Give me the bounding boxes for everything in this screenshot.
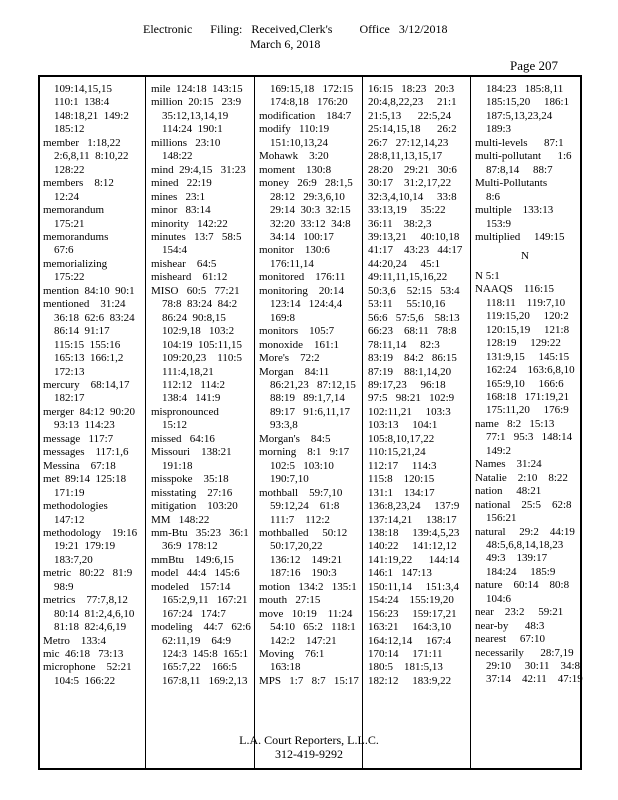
index-line: 180:5 181:5,13 <box>368 661 443 674</box>
index-line: 128:19 129:22 <box>486 337 561 350</box>
index-line: N 5:1 <box>475 269 500 282</box>
index-line: 115:15 155:16 <box>54 338 121 351</box>
index-line: near-by 48:3 <box>475 619 545 632</box>
index-line: 136:8,23,24 137:9 <box>368 500 460 513</box>
index-line: name 8:2 15:13 <box>475 417 555 430</box>
index-line: 112:12 114:2 <box>162 378 226 391</box>
index-line: 164:12,14 167:4 <box>368 634 452 647</box>
index-line: 102:11,21 103:3 <box>368 405 451 418</box>
index-line: 123:14 124:4,4 <box>270 298 343 311</box>
index-line: 190:7,10 <box>270 473 309 486</box>
index-line: mothballed 50:12 <box>259 526 348 539</box>
index-line: Moving 76:1 <box>259 648 325 661</box>
index-line: mines 23:1 <box>151 190 206 203</box>
index-line: multiplied 149:15 <box>475 230 565 243</box>
index-line: modification 184:7 <box>259 109 352 122</box>
index-line: nature 60:14 80:8 <box>475 579 570 592</box>
index-line: 109:20,23 110:5 <box>162 352 242 365</box>
index-line: monitored 176:11 <box>259 271 346 284</box>
index-line: 54:10 65:2 118:1 <box>270 621 356 634</box>
column-divider <box>470 77 471 768</box>
index-line: MPS 1:7 8:7 15:17 <box>259 674 359 687</box>
index-line: 136:12 149:21 <box>270 553 343 566</box>
index-line: 36:18 62:6 83:24 <box>54 311 135 324</box>
index-line: memorializing <box>43 257 108 270</box>
index-line: mile 124:18 143:15 <box>151 83 243 95</box>
index-line: 138:4 141:9 <box>162 392 221 405</box>
index-column-1 <box>43 83 143 688</box>
index-line: missed 64:16 <box>151 432 215 445</box>
index-line: monitor 130:6 <box>259 244 330 257</box>
index-line: mishear 64:5 <box>151 257 217 270</box>
index-line: 153:9 <box>486 217 512 230</box>
index-line: 187:16 190:3 <box>270 567 337 580</box>
index-line: 21:5,13 22:5,24 <box>368 109 452 122</box>
index-line: nation 48:21 <box>475 485 542 498</box>
index-line: 109:14,15,15 <box>54 83 113 95</box>
index-line: 124:3 145:8 165:1 <box>162 648 249 661</box>
index-line: mention 84:10 90:1 <box>43 284 135 297</box>
index-line: 2:6,8,11 8:10,22 <box>54 150 129 163</box>
index-line: 20:4,8,22,23 21:1 <box>368 96 457 109</box>
index-line: 28:20 29:21 30:6 <box>368 163 457 176</box>
index-line: mitigation 103:20 <box>151 500 238 513</box>
column-divider <box>362 77 363 768</box>
index-line: 128:22 <box>54 163 85 176</box>
index-line: MISO 60:5 77:21 <box>151 284 240 297</box>
index-line: 154:4 <box>162 244 188 257</box>
index-line: Missouri 138:21 <box>151 446 232 459</box>
index-line: 182:17 <box>54 392 85 405</box>
index-line: 142:2 147:21 <box>270 634 337 647</box>
index-line: 185:15,20 186:1 <box>486 96 570 109</box>
index-line: members 8:12 <box>43 177 114 190</box>
index-line: 176:11,14 <box>270 257 314 270</box>
column-divider <box>254 77 255 768</box>
index-line: monitoring 20:14 <box>259 284 344 297</box>
reporter-phone: 312-419-9292 <box>275 747 343 761</box>
index-line: 167:8,11 169:2,13 <box>162 674 248 687</box>
index-line: multiple 133:13 <box>475 204 554 217</box>
index-line: 146:1 147:13 <box>368 567 432 580</box>
reporter-name: L.A. Court Reporters, L.L.C. <box>239 733 379 747</box>
index-line: 66:23 68:11 78:8 <box>368 325 457 338</box>
index-line: microphone 52:21 <box>43 661 132 674</box>
index-line: 29:14 30:3 32:15 <box>270 204 351 217</box>
index-line: multi-levels 87:1 <box>475 136 564 149</box>
index-line: modify 110:19 <box>259 123 330 136</box>
index-line: 26:7 27:12,14,23 <box>368 136 449 149</box>
index-line: 41:17 43:23 44:17 <box>368 244 463 257</box>
index-line: 104:19 105:11,15 <box>162 338 242 351</box>
index-line: mm-Btu 35:23 36:1 <box>151 526 249 539</box>
index-line: 189:3 <box>486 123 512 136</box>
index-line: mmBtu 149:6,15 <box>151 553 234 566</box>
index-line: memorandums <box>43 230 109 243</box>
index-line: 115:8 120:15 <box>368 473 435 486</box>
index-line: move 10:19 11:24 <box>259 607 353 620</box>
index-line: money 26:9 28:1,5 <box>259 177 353 190</box>
index-line: 140:22 141:12,12 <box>368 540 457 553</box>
index-line: 150:11,14 151:3,4 <box>368 580 459 593</box>
index-line: 56:6 57:5,6 58:13 <box>368 311 460 324</box>
index-line: minutes 13:7 58:5 <box>151 230 242 243</box>
index-line: 175:11,20 176:9 <box>486 404 569 417</box>
index-line: merger 84:12 90:20 <box>43 405 136 418</box>
index-line: 87:19 88:1,14,20 <box>368 365 452 378</box>
index-line: 103:13 104:1 <box>368 419 438 432</box>
index-line: 110:1 138:4 <box>54 96 110 109</box>
index-line: 33:13,19 35:22 <box>368 204 446 217</box>
index-line: 174:8,18 176:20 <box>270 96 348 109</box>
index-line: Morgan 84:11 <box>259 365 330 378</box>
index-line: monoxide 161:1 <box>259 338 340 351</box>
index-line: 62:11,19 64:9 <box>162 634 231 647</box>
column-divider <box>145 77 146 768</box>
index-line: moment 130:8 <box>259 163 332 176</box>
index-line: 191:18 <box>162 459 193 472</box>
page-number: Page 207 <box>509 58 558 73</box>
index-line: 175:21 <box>54 217 85 230</box>
index-line: nearest 67:10 <box>475 633 545 646</box>
index-line: 78:8 83:24 84:2 <box>162 298 238 311</box>
index-column-3 <box>259 83 359 688</box>
index-line: mined 22:19 <box>151 177 212 190</box>
index-line: 44:20,24 45:1 <box>368 257 441 270</box>
index-line: 183:7,20 <box>54 553 93 566</box>
index-line: 86:14 91:17 <box>54 325 110 338</box>
index-line: 89:17,23 96:18 <box>368 378 446 391</box>
index-line: 151:10,13,24 <box>270 136 329 149</box>
index-line: 169:8 <box>270 311 296 324</box>
index-line: minor 83:14 <box>151 204 211 217</box>
index-line: 53:11 55:10,16 <box>368 298 446 311</box>
index-line: 19:21 179:19 <box>54 540 116 553</box>
index-line: mind 29:4,15 31:23 <box>151 163 246 176</box>
index-line: mentioned 31:24 <box>43 298 126 311</box>
index-line: Morgan's 84:5 <box>259 432 331 445</box>
index-line: 154:24 155:19,20 <box>368 594 454 607</box>
index-line: near 23:2 59:21 <box>475 606 564 619</box>
index-line: 165:2,9,11 167:21 <box>162 594 248 607</box>
index-line: Multi-Pollutants <box>475 177 548 190</box>
index-column-2 <box>151 83 251 688</box>
index-line: met 89:14 125:18 <box>43 473 127 486</box>
index-line: 28:12 29:3,6,10 <box>270 190 345 203</box>
index-line: 170:14 171:11 <box>368 648 443 661</box>
index-line: 137:14,21 138:17 <box>368 513 457 526</box>
index-line: 34:14 100:17 <box>270 230 334 243</box>
index-line: 163:18 <box>270 661 301 674</box>
index-line: methodologies <box>43 500 108 513</box>
index-line: 32:3,4,10,14 33:8 <box>368 190 457 203</box>
section-letter: N <box>521 250 529 263</box>
index-line: memorandum <box>43 204 105 217</box>
index-line: 114:24 190:1 <box>162 123 223 136</box>
index-line: Metro 133:4 <box>43 634 106 647</box>
index-line: 118:11 119:7,10 <box>486 296 566 309</box>
index-line: 16:15 18:23 20:3 <box>368 83 455 95</box>
index-line: 89:17 91:6,11,17 <box>270 405 350 418</box>
index-line: Names 31:24 <box>475 458 542 471</box>
index-line: messages 117:1,6 <box>43 446 129 459</box>
index-line: mothball 59:7,10 <box>259 486 343 499</box>
index-line: 169:15,18 172:15 <box>270 83 354 95</box>
index-line: monitors 105:7 <box>259 325 335 338</box>
index-line: minority 142:22 <box>151 217 228 230</box>
index-line: 175:22 <box>54 271 85 284</box>
index-line: 15:12 <box>162 419 188 432</box>
index-line: 104:5 166:22 <box>54 674 116 687</box>
index-line: mispronounced <box>151 405 219 418</box>
index-line: 182:12 183:9,22 <box>368 674 452 687</box>
index-line: 141:19,22 144:14 <box>368 553 460 566</box>
index-line: 29:10 30:11 34:8 <box>486 660 581 673</box>
index-line: modeling 44:7 62:6 <box>151 621 251 634</box>
index-line: 168:18 171:19,21 <box>486 390 570 403</box>
index-line: 93:13 114:23 <box>54 419 115 432</box>
index-line: member 1:18,22 <box>43 136 121 149</box>
index-line: 163:21 164:3,10 <box>368 621 452 634</box>
index-line: 37:14 42:11 47:19 <box>486 673 583 686</box>
index-line: 111:7 112:2 <box>270 513 330 526</box>
index-line: multi-pollutant 1:6 <box>475 150 572 163</box>
index-line: 77:1 95:3 148:14 <box>486 431 573 444</box>
index-line: national 25:5 62:8 <box>475 498 572 511</box>
index-line: 49:3 139:17 <box>486 552 548 565</box>
index-line: 50:17,20,22 <box>270 540 323 553</box>
index-line: 102:9,18 103:2 <box>162 325 235 338</box>
index-line: 50:3,6 52:15 53:4 <box>368 284 460 297</box>
index-line: 120:15,19 121:8 <box>486 323 570 336</box>
index-line: 165:7,22 166:5 <box>162 661 237 674</box>
index-line: 78:11,14 82:3 <box>368 338 440 351</box>
index-line: 165:9,10 166:6 <box>486 377 564 390</box>
index-line: 105:8,10,17,22 <box>368 432 435 445</box>
index-line: million 20:15 23:9 <box>151 96 242 109</box>
index-line: Messina 67:18 <box>43 459 116 472</box>
index-line: 184:23 185:8,11 <box>486 83 564 95</box>
index-line: More's 72:2 <box>259 352 320 365</box>
index-line: Natalie 2:10 8:22 <box>475 471 568 484</box>
index-line: modeled 157:14 <box>151 580 231 593</box>
filing-date: March 6, 2018 <box>250 37 321 51</box>
index-line: 149:2 <box>486 444 512 457</box>
index-line: 98:9 <box>54 580 74 593</box>
index-line: model 44:4 145:6 <box>151 567 240 580</box>
index-line: message 117:7 <box>43 432 114 445</box>
page-footer <box>0 733 618 761</box>
index-line: misstating 27:16 <box>151 486 233 499</box>
index-line: 104:6 <box>486 592 512 605</box>
index-line: 48:5,6,8,14,18,23 <box>486 538 564 551</box>
index-line: 147:12 <box>54 513 85 526</box>
index-line: 172:13 <box>54 365 85 378</box>
index-line: Mohawk 3:20 <box>259 150 329 163</box>
index-line: misheard 61:12 <box>151 271 228 284</box>
index-line: 35:12,13,14,19 <box>162 109 229 122</box>
index-line: 102:5 103:10 <box>270 459 334 472</box>
index-line: 184:24 185:9 <box>486 565 556 578</box>
filing-stamp: Electronic Filing: Received,Clerk's Office 3/12/2018 <box>143 22 448 36</box>
index-line: 67:6 <box>54 244 74 257</box>
index-line: 83:19 84:2 86:15 <box>368 352 457 365</box>
index-line: 156:23 159:17,21 <box>368 607 457 620</box>
index-line: metrics 77:7,8,12 <box>43 594 128 607</box>
index-line: 59:12,24 61:8 <box>270 500 340 513</box>
index-line: methodology 19:16 <box>43 526 138 539</box>
index-line: 167:24 174:7 <box>162 607 226 620</box>
index-line: 81:18 82:4,6,19 <box>54 621 127 634</box>
index-line: mercury 68:14,17 <box>43 378 130 391</box>
index-line: mouth 27:15 <box>259 594 321 607</box>
index-line: 110:15,21,24 <box>368 446 426 459</box>
index-line: 187:5,13,23,24 <box>486 109 553 122</box>
index-line: 148:22 <box>162 150 193 163</box>
index-line: millions 23:10 <box>151 136 221 149</box>
index-line: 111:4,18,21 <box>162 365 214 378</box>
index-line: 148:18,21 149:2 <box>54 109 129 122</box>
index-line: 93:3,8 <box>270 419 298 432</box>
index-column-5 <box>475 83 583 687</box>
index-line: 87:8,14 88:7 <box>486 163 553 176</box>
index-line: motion 134:2 135:1 <box>259 580 357 593</box>
index-line: 39:13,21 40:10,18 <box>368 230 460 243</box>
index-column-4 <box>368 83 468 688</box>
index-line: 36:11 38:2,3 <box>368 217 432 230</box>
index-line: necessarily 28:7,19 <box>475 646 574 659</box>
index-line: 28:8,11,13,15,17 <box>368 150 443 163</box>
index-line: 49:11,11,15,16,22 <box>368 271 448 284</box>
index-line: misspoke 35:18 <box>151 473 229 486</box>
index-line: 80:14 81:2,4,6,10 <box>54 607 135 620</box>
index-line: 138:18 139:4,5,23 <box>368 526 460 539</box>
index-line: metric 80:22 81:9 <box>43 567 133 580</box>
index-line: 131:1 134:17 <box>368 486 435 499</box>
index-line: 86:24 90:8,15 <box>162 311 226 324</box>
index-line: 97:5 98:21 102:9 <box>368 392 455 405</box>
index-line: 25:14,15,18 26:2 <box>368 123 457 136</box>
index-line: 36:9 178:12 <box>162 540 218 553</box>
index-line: 12:24 <box>54 190 80 203</box>
index-line: 32:20 33:12 34:8 <box>270 217 351 230</box>
index-line: 119:15,20 120:2 <box>486 310 569 323</box>
index-line: 162:24 163:6,8,10 <box>486 364 575 377</box>
index-frame <box>38 75 582 770</box>
index-line: 165:13 166:1,2 <box>54 352 124 365</box>
index-line: morning 8:1 9:17 <box>259 446 350 459</box>
index-line: 86:21,23 87:12,15 <box>270 378 356 391</box>
index-line: 156:21 <box>486 512 517 525</box>
index-line: natural 29:2 44:19 <box>475 525 575 538</box>
index-line: MM 148:22 <box>151 513 210 526</box>
index-line: 112:17 114:3 <box>368 459 437 472</box>
index-line: NAAQS 116:15 <box>475 283 555 296</box>
index-line: 131:9,15 145:15 <box>486 350 570 363</box>
index-line: 30:17 31:2,17,22 <box>368 177 452 190</box>
index-line: 185:12 <box>54 123 85 136</box>
index-line: 88:19 89:1,7,14 <box>270 392 345 405</box>
index-line: 171:19 <box>54 486 85 499</box>
index-line: mic 46:18 73:13 <box>43 648 124 661</box>
index-line: 8:6 <box>486 190 501 203</box>
